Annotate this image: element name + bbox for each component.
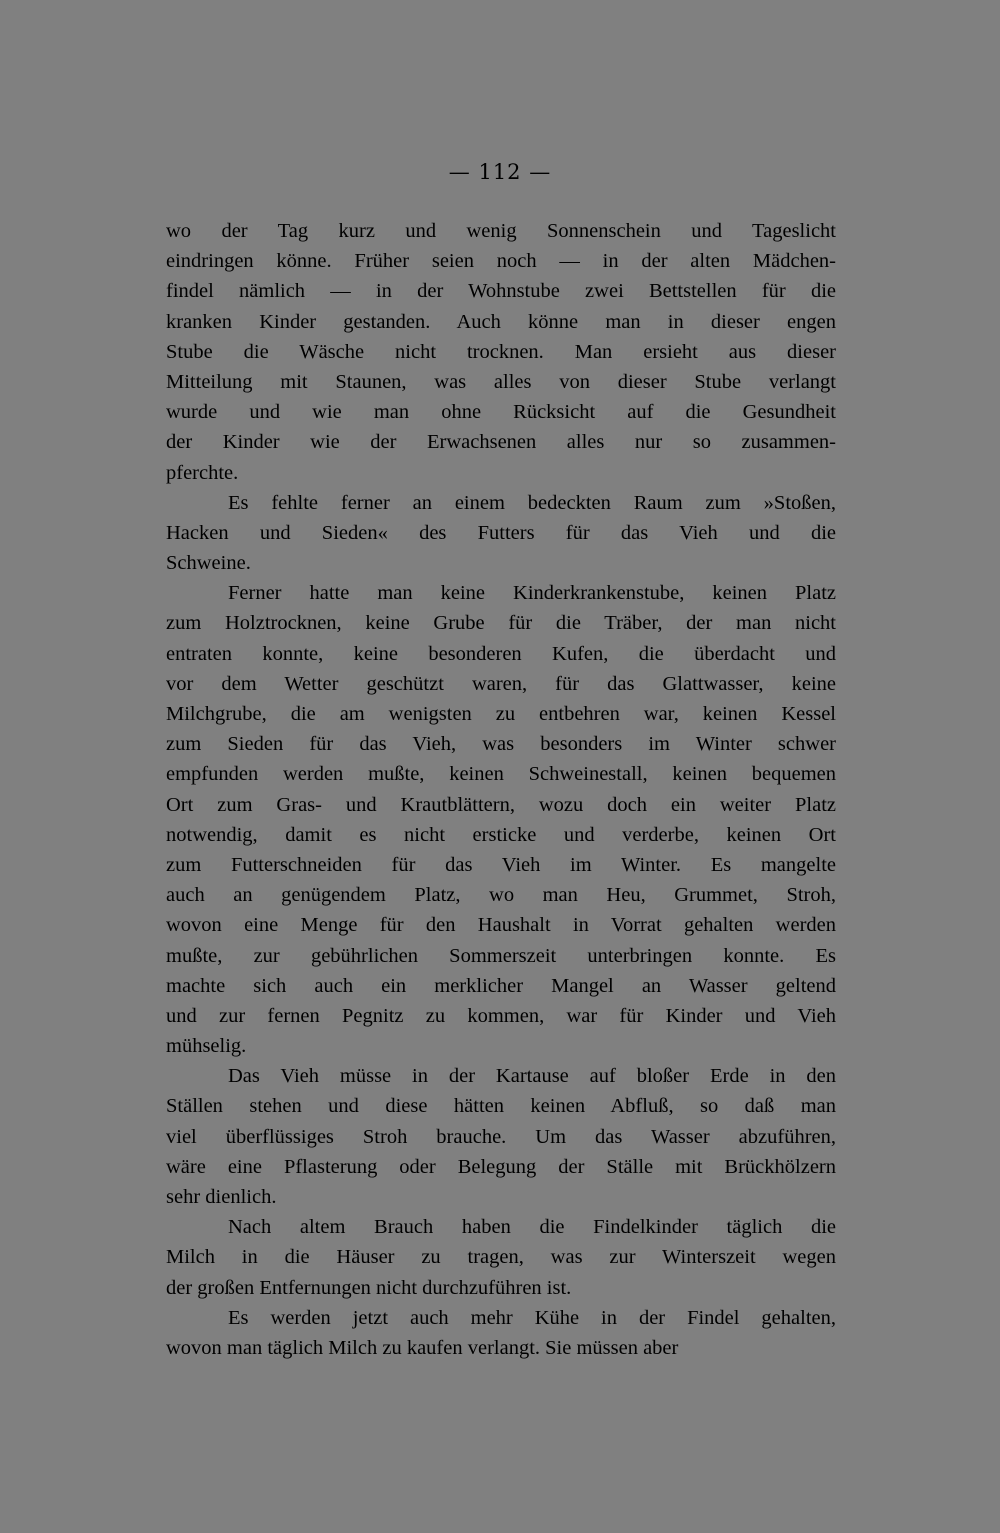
text-line: zum Sieden für das Vieh, was besonders im Winter schwer [166, 733, 836, 756]
paragraph [166, 216, 836, 488]
text-line: empfunden werden mußte, keinen Schweinestall, keinen bequemen [166, 763, 836, 786]
text-line: Milchgrube, die am wenigsten zu entbehren war, keinen Kessel [166, 703, 836, 725]
page-number: — 112 — [448, 160, 552, 184]
text-line: wovon eine Menge für den Haushalt in Vorrat gehalten werden [166, 914, 836, 937]
paragraph [166, 578, 836, 1061]
body-text [166, 216, 836, 1363]
text-line: Das Vieh müsse in der Kartause auf bloßer Erde in den [228, 1065, 836, 1088]
text-line: wäre eine Pflasterung oder Belegung der Ställe mit Brückhölzern [166, 1155, 836, 1178]
paragraph [166, 1212, 836, 1303]
text-line: Ferner hatte man keine Kinderkrankenstube, keinen Platz [228, 582, 836, 605]
paragraph [166, 1303, 836, 1363]
text-line: notwendig, damit es nicht ersticke und verderbe, keinen Ort [166, 823, 836, 846]
text-line: Es werden jetzt auch mehr Kühe in der Findel gehalten, [228, 1306, 836, 1329]
text-line: Schweine. [166, 552, 251, 575]
text-line: zum Holztrocknen, keine Grube für die Träber, der man nicht [166, 612, 836, 635]
text-line: kranken Kinder gestanden. Auch könne man in dieser engen [166, 310, 836, 333]
text-line: pferchte. [166, 461, 239, 484]
text-line: Mitteilung mit Staunen, was alles von dieser Stube verlangt [166, 370, 836, 393]
text-line: Es fehlte ferner an einem bedeckten Raum zum »Stoßen, [228, 491, 836, 514]
text-line: Ställen stehen und diese hätten keinen Abfluß, so daß man [166, 1095, 836, 1118]
text-line: mußte, zur gebührlichen Sommerszeit unterbringen konnte. Es [166, 944, 836, 967]
text-line: Hacken und Sieden« des Futters für das Vieh und die [166, 521, 836, 544]
text-line: Milch in die Häuser zu tragen, was zur Winterszeit wegen [166, 1246, 836, 1269]
text-line: wo der Tag kurz und wenig Sonnenschein und Tageslicht [166, 220, 836, 242]
text-line: viel überflüssiges Stroh brauche. Um das Wasser abzuführen, [166, 1125, 836, 1148]
text-line: zum Futterschneiden für das Vieh im Winter. Es mangelte [166, 853, 836, 876]
text-line: der großen Entfernungen nicht durchzuführen ist. [166, 1276, 572, 1299]
text-line: wurde und wie man ohne Rücksicht auf die Gesundheit [166, 401, 836, 424]
text-line: und zur fernen Pegnitz zu kommen, war für Kinder und Vieh [166, 1004, 836, 1027]
text-line: eindringen könne. Früher seien noch — in der alten Mädchen- [166, 250, 836, 273]
text-line: findel nämlich — in der Wohnstube zwei Bettstellen für die [166, 280, 836, 303]
text-line: entraten konnte, keine besonderen Kufen, die überdacht und [166, 642, 836, 665]
text-line: mühselig. [166, 1035, 247, 1058]
text-line: Ort zum Gras- und Krautblättern, wozu doch ein weiter Platz [166, 793, 836, 816]
text-line: Stube die Wäsche nicht trocknen. Man ersieht aus dieser [166, 340, 836, 363]
text-line: der Kinder wie der Erwachsenen alles nur so zusammen- [166, 431, 836, 454]
paragraph [166, 488, 836, 579]
text-line: auch an genügendem Platz, wo man Heu, Grummet, Stroh, [166, 884, 836, 907]
text-line: machte sich auch ein merklicher Mangel an Wasser geltend [166, 974, 836, 997]
paragraph [166, 1061, 836, 1212]
text-line: wovon man täglich Milch zu kaufen verlangt. Sie müssen aber [166, 1336, 679, 1359]
text-line: sehr dienlich. [166, 1186, 277, 1208]
text-line: Nach altem Brauch haben die Findelkinder täglich die [228, 1216, 836, 1239]
text-line: vor dem Wetter geschützt waren, für das Glattwasser, keine [166, 672, 836, 695]
